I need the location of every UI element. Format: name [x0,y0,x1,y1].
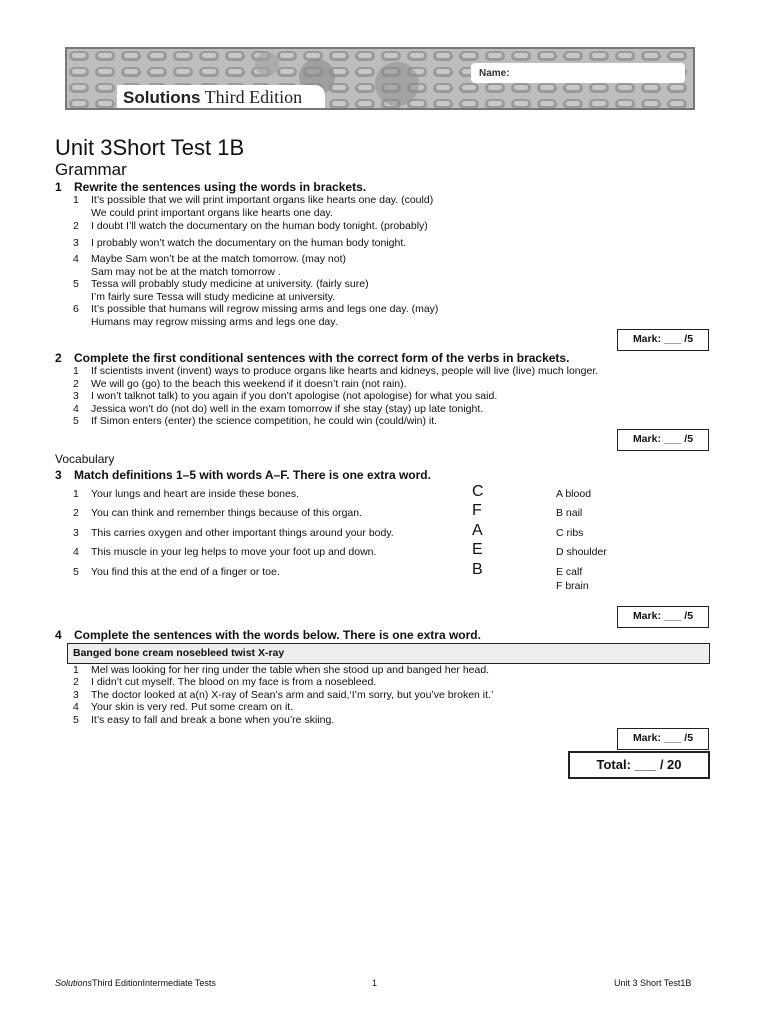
item-text: You find this at the end of a finger or toe. [91,566,280,578]
item-number: 1 [73,365,79,377]
q3-answer-3[interactable]: A [472,522,483,539]
q4-item-2 [73,676,376,689]
item-number: 1 [73,664,79,676]
q1-text: Rewrite the sentences using the words in brackets. [74,180,367,194]
q1-instruction [55,180,366,194]
section-vocabulary: Vocabulary [55,452,115,466]
q3-option-b: B nail [556,507,583,519]
q1-item-5 [73,278,369,303]
brand-bold: Solutions [123,88,201,107]
item-answer: I’m fairly sure Tessa will study medicine at university. [91,290,336,303]
item-number: 4 [73,253,79,265]
item-text: I won’t talknot talk) to you again if you don’t apologise (not apologise) for what you said. [91,390,498,402]
q4-text: Complete the sentences with the words below. There is one extra word. [74,628,481,642]
q3-number: 3 [55,468,62,482]
q4-item-5 [73,714,334,727]
q3-answer-2[interactable]: F [472,502,482,519]
item-text: Mel was looking for her ring under the table when she stood up and banged her head. [91,664,490,676]
item-text: It’s easy to fall and break a bone when you’re skiing. [91,714,335,726]
item-number: 3 [73,237,79,249]
q2-item-3 [73,390,497,403]
item-text: It’s possible that we will print important organs like hearts one day. (could) [91,194,434,206]
q3-option-c: C ribs [556,527,584,539]
q3-item-1 [73,488,299,501]
q4-item-1 [73,664,489,677]
item-text: You can think and remember things because of this organ. [91,507,363,519]
q2-item-1 [73,365,598,378]
item-text: I doubt I’ll watch the documentary on the human body tonight. (probably) [91,220,428,232]
footer-left [55,978,216,988]
item-number: 2 [73,220,79,232]
item-number: 1 [73,488,79,500]
item-number: 5 [73,566,79,578]
q3-option-e: E calf [556,566,583,578]
item-number: 2 [73,676,79,688]
q3-instruction [55,468,431,482]
item-text: We will go (go) to the beach this weekend if it doesn’t rain (not rain). [91,378,407,390]
item-text: Your skin is very red. Put some cream on it. [91,701,294,713]
name-label: Name: [479,68,510,79]
q3-option-a: A blood [556,488,592,500]
q2-mark-box[interactable]: Mark: ___ /5 [617,429,709,451]
name-field[interactable] [471,63,685,83]
q1-mark-box[interactable]: Mark: ___ /5 [617,329,709,351]
q3-mark-box[interactable]: Mark: ___ /5 [617,606,709,628]
q4-word-bank: Banged bone cream nosebleed twist X-ray [67,643,710,664]
q3-answer-5[interactable]: B [472,561,483,578]
q1-item-6 [73,303,438,328]
q1-item-1 [73,194,433,219]
q3-item-5 [73,566,280,579]
item-number: 1 [73,194,79,206]
q4-number: 4 [55,628,62,642]
item-text: Maybe Sam won’t be at the match tomorrow. (may not) [91,253,347,265]
q3-option-d: D shoulder [556,546,607,558]
item-number: 2 [73,378,79,390]
q4-item-3 [73,689,493,702]
item-text: It’s possible that humans will regrow missing arms and legs one day. (may) [91,303,439,315]
footer-right: Unit 3 Short Test1B [614,978,692,988]
item-text: This carries oxygen and other important things around your body. [91,527,394,539]
page-title: Unit 3Short Test 1B [55,135,245,160]
item-text: I didn’t cut myself. The blood on my face is from a nosebleed. [91,676,377,688]
item-text: Jessica won’t do (not do) well in the exam tomorrow if she stay (stay) up late tonight. [91,403,484,415]
item-number: 4 [73,403,79,415]
q2-instruction [55,351,569,365]
q2-text: Complete the first conditional sentences with the correct form of the verbs in brackets. [74,351,570,365]
q2-number: 2 [55,351,62,365]
item-text: This muscle in your leg helps to move your foot up and down. [91,546,377,558]
item-number: 4 [73,701,79,713]
q1-item-4 [73,253,346,278]
total-score-box[interactable]: Total: ___ / 20 [568,751,710,779]
q4-item-4 [73,701,293,714]
item-number: 3 [73,527,79,539]
footer-brand: Solutions [55,978,93,988]
q1-number: 1 [55,180,62,194]
q3-text: Match definitions 1–5 with words A–F. There is one extra word. [74,468,431,482]
section-grammar: Grammar [55,160,127,179]
q4-instruction [55,628,481,642]
item-text: The doctor looked at a(n) X-ray of Sean’s arm and said,‘I’m sorry, but you’ve broken it.’ [91,689,494,701]
q2-item-2 [73,378,407,391]
item-text: If scientists invent (invent) ways to produce organs like hearts and kidneys, people will live (live) much longer. [91,365,599,377]
item-number: 6 [73,303,79,315]
item-number: 3 [73,390,79,402]
item-number: 4 [73,546,79,558]
header-banner [65,47,695,110]
q1-item-3 [73,237,406,250]
q3-item-4 [73,546,376,559]
item-text: Tessa will probably study medicine at university. (fairly sure) [91,278,369,290]
q3-item-2 [73,507,362,520]
page-number: 1 [372,978,378,988]
q3-item-3 [73,527,394,540]
brand-edition: Third Edition [204,87,303,107]
q3-answer-1[interactable]: C [472,483,484,500]
item-answer: Sam may not be at the match tomorrow . [91,265,281,278]
item-answer: We could print important organs like hearts one day. [91,206,333,219]
q3-option-f: F brain [556,580,589,592]
footer-subtitle: Third EditionIntermediate Tests [92,978,216,988]
q4-mark-box[interactable]: Mark: ___ /5 [617,728,709,750]
q2-item-5 [73,415,437,428]
item-number: 3 [73,689,79,701]
item-number: 5 [73,278,79,290]
item-text: If Simon enters (enter) the science competition, he could win (could/win) it. [91,415,438,427]
brand-logo [117,85,325,110]
item-text: I probably won’t watch the documentary on the human body tonight. [91,237,407,249]
item-text: Your lungs and heart are inside these bones. [91,488,300,500]
q1-item-2 [73,220,428,233]
item-number: 5 [73,714,79,726]
item-number: 2 [73,507,79,519]
item-answer: Humans may regrow missing arms and legs one day. [91,315,338,328]
q2-item-4 [73,403,483,416]
item-number: 5 [73,415,79,427]
q3-answer-4[interactable]: E [472,541,483,558]
